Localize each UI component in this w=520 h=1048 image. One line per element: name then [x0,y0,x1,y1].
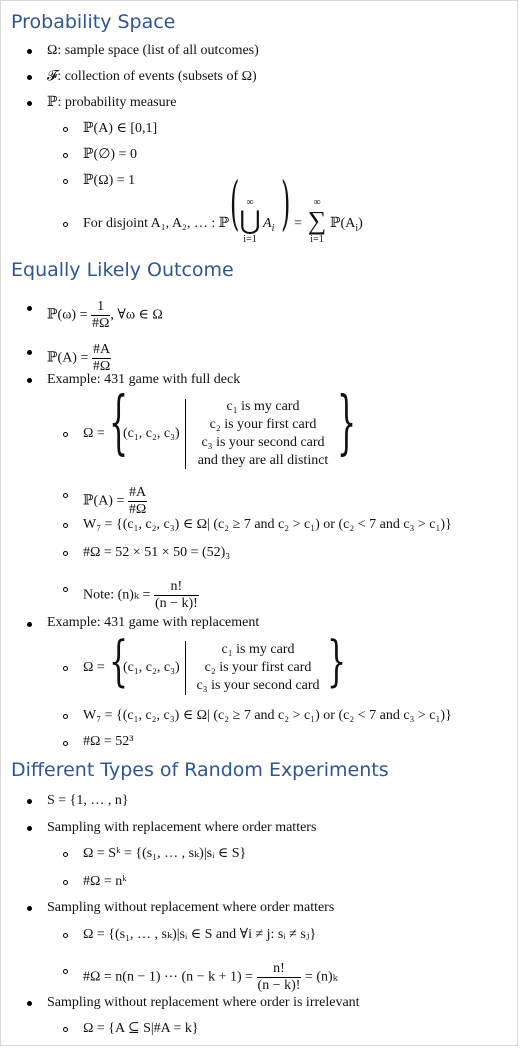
left-paren: ( [230,170,240,238]
section-title-random-experiments: Different Types of Random Experiments [11,759,389,781]
condition-line: and they are all distinct [197,453,329,468]
sum-body: $ℙ(A_i)$ [330,216,363,234]
sampling-without-replacement-ordered: Sampling without replacement where order matters [47,900,335,915]
right-brace: } [337,383,357,464]
set-s-definition: S = {1, … , n} [47,793,129,808]
sub-bullet [63,1027,68,1032]
axiom-empty-set: ℙ(∅) = 0 [83,147,137,162]
bullet [27,75,32,80]
bullet [27,378,32,383]
section-title-probability-space: Probability Space [11,11,176,33]
falling-factorial-note: Note: (n)ₖ = $\frac{n!}{(n - k)!}$ [83,579,198,611]
sub-bullet [63,153,68,158]
sub-bullet [63,222,68,227]
winning-set-with-replacement: W₇ = {(c₁, c₂, c₃) ∈ Ω| (c₂ ≥ 7 and c₂ > c₁) or (c₂ < 7 and c₃ > c₁)} [83,708,452,723]
sub-bullet [63,587,68,592]
sub-bullet [63,127,68,132]
sub-bullet [63,741,68,746]
sub-bullet [63,493,68,498]
left-brace: { [109,383,129,464]
count-full-deck: #Ω = 52 × 51 × 50 = (52)₃ [83,545,231,560]
bullet [27,306,32,311]
count-falling-factorial: #Ω = n(n − 1) ⋯ (n − k + 1) = $\frac{n!}{(n - k)!}$ = (n)ₖ [83,961,338,993]
sum-operator: ∞ ∑ i=1 [307,197,327,245]
bullet [27,350,32,355]
bullet [27,1001,32,1006]
sub-bullet [63,933,68,938]
sub-bullet [63,852,68,857]
condition-line: c₂ is your first card [209,417,317,432]
example-full-deck: Example: 431 game with full deck [47,372,241,387]
winning-set-full-deck: W₇ = {(c₁, c₂, c₃) ∈ Ω| (c₂ ≥ 7 and c₂ > c₁) or (c₂ < 7 and c₃ > c₁)} [83,517,452,532]
tuple: (c₁, c₂, c₃) [123,660,180,675]
right-paren: ) [281,170,291,238]
events-definition: 𝓕: collection of events (subsets of Ω) [47,69,257,84]
sampling-with-replacement: Sampling with replacement where order matters [47,820,317,835]
bullet [27,622,32,627]
equals-sign: = [294,216,302,231]
tuple: (c₁, c₂, c₃) [123,426,180,441]
uniform-probability: ℙ(ω) = $\frac{1}{\#\Omega}$ , ∀ω ∈ Ω [47,299,163,331]
event-probability: ℙ(A) = $\frac{\#A}{\#\Omega}$ [47,342,111,374]
axiom-range: ℙ(A) ∈ [0,1] [83,121,158,136]
sub-bullet [63,880,68,885]
sub-bullet [63,523,68,528]
condition-list-full-deck [187,398,339,470]
omega-subsets: Ω = {A ⊆ S|#A = k} [83,1021,199,1036]
count-n-power-k: #Ω = nᵏ [83,874,127,889]
omega-equals: Ω = [83,660,105,675]
set-builder-bar [185,641,186,695]
count-with-replacement: #Ω = 52³ [83,734,134,749]
condition-list-with-replacement [187,641,329,695]
sub-bullet [63,969,68,974]
event-probability-example: ℙ(A) = $\frac{\#A}{\#\Omega}$ [83,485,147,517]
right-brace: } [327,631,347,694]
section-title-equally-likely: Equally Likely Outcome [11,259,234,281]
condition-line: c₁ is my card [221,642,295,657]
bullet [27,826,32,831]
omega-s-power-k: Ω = Sᵏ = {(s₁, … , sₖ)|sᵢ ∈ S} [83,846,247,861]
condition-line: c₃ is your second card [201,435,325,450]
disjoint-prefix: For disjoint A₁, A₂, … : ℙ [83,216,230,231]
left-brace: { [109,631,129,694]
omega-definition: Ω: sample space (list of all outcomes) [47,43,259,58]
axiom-countable-additivity [83,215,229,233]
condition-line: c₁ is my card [226,399,300,414]
sub-bullet [63,179,68,184]
probability-measure-definition: ℙ: probability measure [47,95,177,110]
bullet [27,799,32,804]
sub-bullet [63,551,68,556]
condition-line: c₂ is your first card [204,660,312,675]
axiom-whole-space: ℙ(Ω) = 1 [83,173,136,188]
sub-bullet [63,666,68,671]
bullet [27,906,32,911]
set-builder-bar [185,399,186,469]
omega-equals: Ω = [83,426,105,441]
example-with-replacement: Example: 431 game with replacement [47,615,260,630]
union-operator: ∞ ⋃ i=1 [239,197,261,245]
bullet [27,101,32,106]
union-body: $A_i$ [263,216,275,234]
bullet [27,49,32,54]
sampling-without-replacement-unordered: Sampling without replacement where order is irrelevant [47,995,360,1010]
omega-distinct-tuples: Ω = {(s₁, … , sₖ)|sᵢ ∈ S and ∀i ≠ j: sᵢ ≠ sⱼ} [83,927,317,942]
sub-bullet [63,432,68,437]
sub-bullet [63,714,68,719]
condition-line: c₃ is your second card [196,678,320,693]
